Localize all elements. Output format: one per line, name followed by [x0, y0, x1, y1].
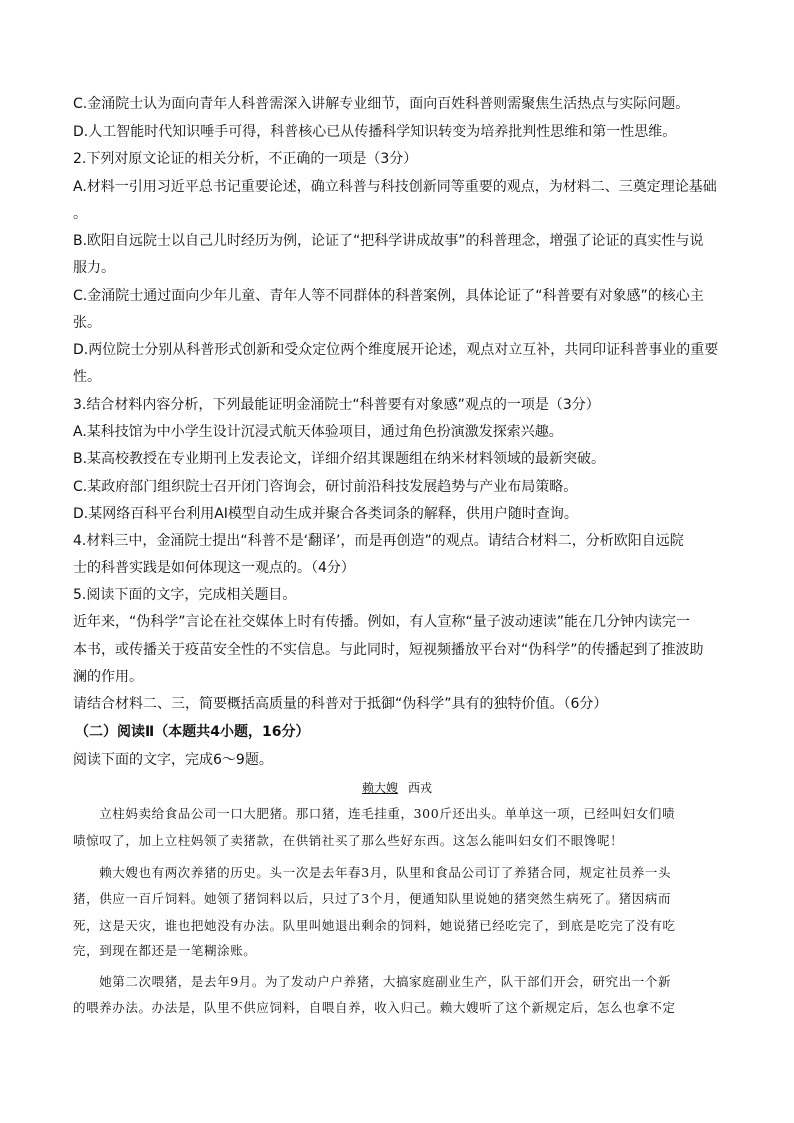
- story-title: [0, 780, 794, 796]
- question-4: 4.材料三中，金涌院士提出“科普不是‘翻译’，而是再创造”的观点。请结合材料二，分析欧阳自远院: [73, 533, 684, 549]
- q2-option-b: B.欧阳自远院士以自己儿时经历为例，论证了“把科学讲成故事”的科普理念，增强了论证的真实性与说: [73, 233, 704, 249]
- q3-option-c: C.某政府部门组织院士召开闭门咨询会，研讨前沿科技发展趋势与产业布局策略。: [73, 479, 578, 495]
- q3-option-d: D.某网络百科平台利用AI模型自动生成并聚合各类词条的解释，供用户随时查询。: [73, 506, 578, 522]
- q2-option-b-cont: 服力。: [73, 260, 115, 276]
- option-c-q1: C.金涌院士认为面向青年人科普需深入讲解专业细节，面向百姓科普则需聚焦生活热点与实际问题。: [73, 96, 690, 112]
- q2-option-c-cont: 张。: [73, 315, 101, 331]
- story-title-name: 赖大嫂: [361, 781, 398, 795]
- q5-passage-1: 近年来，“伪科学”言论在社交媒体上时有传播。例如，有人宣称“量子波动速读”能在几分钟内读完一: [73, 614, 691, 630]
- story-line: 的喂养办法。办法是，队里不供应饲料，自喂自养，收入归己。赖大嫂听了这个新规定后，怎么也拿不定: [73, 1000, 676, 1015]
- story-line: 完，到现在都还是一笔糊涂账。: [73, 943, 257, 958]
- section-heading: （二）阅读Ⅱ（本题共4小题，16分）: [75, 724, 310, 740]
- q2-option-d-cont: 性。: [73, 369, 101, 385]
- question-2: 2.下列对原文论证的相关分析，不正确的一项是（3分）: [73, 151, 418, 167]
- q2-option-d: D.两位院士分别从科普形式创新和受众定位两个维度展开论述，观点对立互补，共同印证科普事业的重要: [73, 342, 719, 358]
- question-5: 5.阅读下面的文字，完成相关题目。: [73, 587, 297, 603]
- q2-option-c: C.金涌院士通过面向少年儿童、青年人等不同群体的科普案例，具体论证了“科普要有对象感”的核心主: [73, 288, 704, 304]
- story-line: 赖大嫂也有两次养猪的历史。头一次是去年春3月，队里和食品公司订了养猪合同，规定社员养一头: [73, 865, 672, 880]
- story-line: 立柱妈卖给食品公司一口大肥猪。那口猪，连毛挂重，300斤还出头。单单这一项，已经叫妇女们啧: [73, 806, 676, 821]
- story-line: 她第二次喂猪，是去年9月。为了发动户户养猪，大搞家庭副业生产，队干部们开会，研究出一个新: [73, 974, 672, 989]
- q5-passage-2: 本书，或传播关于疫苗安全性的不实信息。与此同时，短视频播放平台对“伪科学”的传播起到了推波助: [73, 642, 704, 658]
- story-line: 猪，供应一百斤饲料。她领了猪饲料以后，只过了3个月，便通知队里说她的猪突然生病死了。猪因病而: [73, 891, 672, 906]
- q2-option-a: A.材料一引用习近平总书记重要论述，确立科普与科技创新同等重要的观点，为材料二、三奠定理论基础: [73, 179, 717, 195]
- option-d-q1: D.人工智能时代知识唾手可得，科普核心已从传播科学知识转变为培养批判性思维和第一性思维。: [73, 124, 677, 140]
- question-3: 3.结合材料内容分析，下列最能证明金涌院士“科普要有对象感”观点的一项是（3分）: [73, 397, 600, 413]
- q5-prompt: 请结合材料二、三，简要概括高质量的科普对于抵御“伪科学”具有的独特价值。（6分）: [73, 696, 608, 712]
- question-4-cont: 士的科普实践是如何体现这一观点的。（4分）: [73, 560, 355, 576]
- reading-instruction: 阅读下面的文字，完成6～9题。: [73, 752, 273, 768]
- q2-option-a-cont: 。: [73, 206, 87, 222]
- q5-passage-3: 澜的作用。: [73, 669, 143, 685]
- story-line: 死，这是天灾，谁也把她没有办法。队里叫她退出剩余的饲料，她说猪已经吃完了，到底是吃完了没有吃: [73, 918, 676, 933]
- q3-option-a: A.某科技馆为中小学生设计沉浸式航天体验项目，通过角色扮演激发探索兴趣。: [73, 424, 563, 440]
- q3-option-b: B.某高校教授在专业期刊上发表论文，详细介绍其课题组在纳米材料领域的最新突破。: [73, 451, 606, 467]
- story-line: 啧惊叹了，加上立柱妈领了卖猪款，在供销社买了那么些好东西。这怎么能叫妇女们不眼馋呢！: [73, 833, 624, 848]
- story-author: 西戎: [408, 781, 433, 795]
